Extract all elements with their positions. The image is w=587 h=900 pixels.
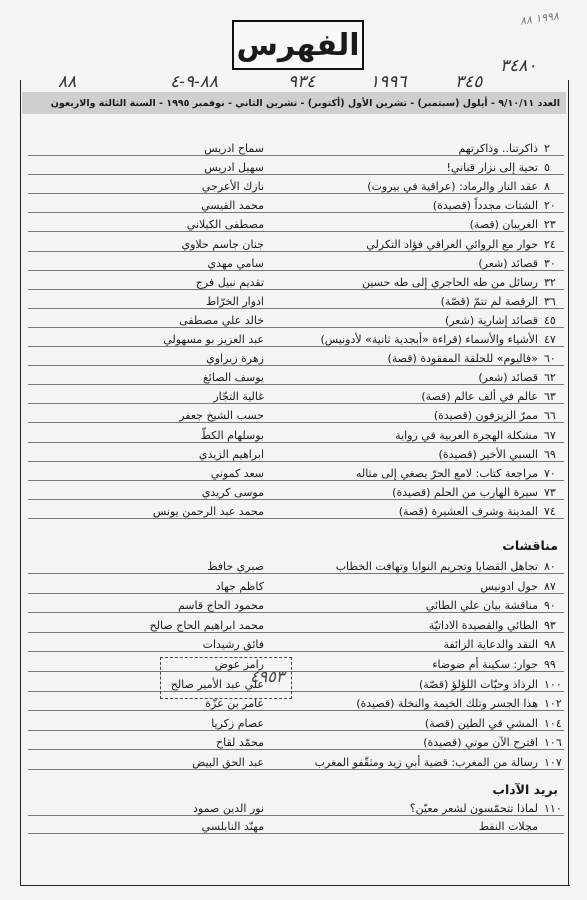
entry-title: الأشياء والأسماء (قراءة «أبجدية ثانية» لأدونيس) <box>320 333 538 346</box>
entry-author: جنان جاسم حلاوي <box>181 237 264 251</box>
toc-entry <box>28 820 564 837</box>
toc-entry <box>28 697 564 714</box>
entry-title: حوار: سكينة أم ضوضاء <box>432 658 538 671</box>
toc-entry <box>28 276 564 293</box>
entry-article <box>362 276 564 289</box>
entry-author: خالد علي مصطفى <box>179 313 264 327</box>
entry-rule <box>28 270 564 271</box>
entry-page-number: ٨٧ <box>544 579 556 593</box>
toc-entry <box>28 599 564 616</box>
handwritten-note: ٣٤٨٠ <box>500 56 537 76</box>
entry-author: عامر بن عزّة <box>205 697 264 711</box>
entry-title: مراجعة كتاب: لامع الحرّ يصغي إلى مثاله <box>355 466 538 480</box>
entry-article <box>336 560 564 573</box>
toc-entry <box>28 580 564 597</box>
entry-title: رسالة من المغرب: قضية أبي زيد ومثقّفو المغرب <box>314 756 538 769</box>
entry-rule <box>28 403 564 404</box>
entry-author: عبد الحق البيض <box>192 756 264 769</box>
toc-entry <box>28 390 564 407</box>
toc-entry <box>28 180 564 197</box>
entry-rule <box>28 710 564 711</box>
entry-page-number: ٧٤ <box>544 504 556 518</box>
entry-rule <box>28 461 564 462</box>
entry-author: كاظم جهاد <box>215 579 264 593</box>
entry-rule <box>28 422 564 423</box>
entry-rule <box>28 573 564 574</box>
toc-entry <box>28 409 564 426</box>
entry-rule <box>28 365 564 366</box>
entry-title: السبي الأخير (قصيدة) <box>438 447 538 461</box>
entry-title: اقترح الآن موتي (قصيدة) <box>423 736 538 750</box>
toc-entry <box>28 658 564 675</box>
entry-article <box>439 448 564 461</box>
entry-article <box>429 619 564 632</box>
entry-article <box>421 390 564 403</box>
entry-rule <box>28 480 564 481</box>
entry-article <box>479 820 564 833</box>
entry-author: يوسف الصائغ <box>202 371 264 385</box>
entry-author: فائق رشيدات <box>202 638 264 652</box>
entry-author: ادوار الخرّاط <box>206 294 264 308</box>
mail-heading: بريد الآداب <box>492 782 558 797</box>
entry-author: بوسلهام الكطّ <box>200 428 264 442</box>
entry-rule <box>28 327 564 328</box>
entry-rule <box>28 308 564 309</box>
toc-entry <box>28 257 564 274</box>
entry-title: الطائي والقصيدة الاداتيّة <box>428 618 538 632</box>
entry-title: ممرّ الزيزفون (قصيدة) <box>433 409 538 423</box>
entry-rule <box>28 518 564 519</box>
entry-author: سماح ادريس <box>204 142 264 155</box>
frame-right-border <box>568 80 569 885</box>
entry-title: عالم في ألف عالم (قصة) <box>421 390 538 404</box>
toc-entry <box>28 678 564 695</box>
entry-title: المشي في الطين (قصة) <box>424 716 538 730</box>
entry-title: تجاهل القضايا وتجريم النوايا وتهافت الخطاب <box>335 560 538 573</box>
entry-title: قصائد إشارية (شعر) <box>444 313 538 327</box>
handwritten-note: ٩٣٤ <box>288 72 316 92</box>
entry-title: الرقصة لم تتمّ (قصّة) <box>440 294 538 308</box>
page-title: الفهرس <box>232 20 364 70</box>
entry-rule <box>28 384 564 385</box>
entry-page-number: ١٠٢ <box>544 697 562 711</box>
entry-author: علي عبد الأمير صالح <box>170 677 264 691</box>
entry-page-number: ٣٢ <box>544 275 556 289</box>
toc-entry <box>28 333 564 350</box>
frame-left-border <box>20 80 21 885</box>
entry-author: سامي مهدي <box>207 256 264 270</box>
entry-page-number: ١٠٠ <box>544 677 562 691</box>
entry-author: محمود الحاج قاسم <box>177 599 264 613</box>
frame-bottom-border <box>20 885 570 886</box>
entry-page-number: ٢ <box>544 142 550 155</box>
entry-page-number: ١٠٦ <box>544 736 562 750</box>
entry-title: سيرة الهارب من الحلم (قصيدة) <box>392 485 538 499</box>
entry-page-number: ٦٢ <box>544 371 556 385</box>
entry-author: زهرة زيراوي <box>206 352 264 366</box>
entry-page-number: ٨ <box>544 180 550 194</box>
toc-entry <box>28 199 564 216</box>
entry-page-number: ٨٠ <box>544 560 556 573</box>
entry-rule <box>28 193 564 194</box>
entry-title: هذا الجسر وتلك الخيمة والنخلة (قصيدة) <box>356 697 538 711</box>
stamp-scribble: ٤٩٥٣ <box>250 667 285 686</box>
entry-article <box>446 161 564 174</box>
entry-article <box>423 736 564 749</box>
entry-page-number: ٦٧ <box>544 428 556 442</box>
entry-page-number: ٩٩ <box>544 658 556 671</box>
discussions-heading: مناقشات <box>502 538 558 553</box>
entry-article <box>388 352 564 365</box>
entry-author: ابراهيم الزيدي <box>198 447 264 461</box>
toc-entry <box>28 295 564 312</box>
entry-article <box>320 333 564 346</box>
entry-article <box>434 409 564 422</box>
entry-page-number: ١٠٤ <box>544 716 562 730</box>
toc-entry <box>28 218 564 235</box>
entry-article <box>410 802 564 815</box>
entry-author: نازك الأعرجي <box>201 180 264 194</box>
entry-article <box>356 697 564 710</box>
entry-page-number: ٢٠ <box>544 199 556 213</box>
entry-article <box>356 467 564 480</box>
entry-rule <box>28 231 564 232</box>
entry-page-number: ٤٥ <box>544 313 556 327</box>
entry-title: «فاليوم» للحلقة المفقودة (قصة) <box>387 352 538 366</box>
entry-title: المدينة وشرف العشيرة (قصة) <box>398 504 538 518</box>
entry-rule <box>28 749 564 750</box>
entry-article <box>458 142 564 155</box>
entry-author: عصام زكريا <box>211 716 264 730</box>
entry-article <box>366 238 564 251</box>
entry-rule <box>28 212 564 213</box>
entry-rule <box>28 499 564 500</box>
entry-author: سهيل ادريس <box>204 161 264 175</box>
entry-article <box>478 257 564 270</box>
entry-title: الغريبان (قصة) <box>469 218 538 232</box>
entry-article <box>433 199 564 212</box>
entry-article <box>426 599 564 612</box>
entry-article <box>480 580 564 593</box>
entry-page-number: ٦٩ <box>544 447 556 461</box>
entry-page-number: ٩٨ <box>544 638 556 652</box>
entry-author: محمّد لقاح <box>216 736 264 750</box>
entry-article <box>445 314 564 327</box>
entry-title: الرذاذ وحبّات اللؤلؤ (قصّة) <box>418 677 538 691</box>
toc-entry <box>28 560 564 577</box>
entry-author: سعد كموني <box>210 466 264 480</box>
entry-rule <box>28 691 564 692</box>
entry-author: موسى كريدي <box>201 485 264 499</box>
handwritten-note: ١٩٩٦ <box>370 72 407 92</box>
entry-rule <box>28 769 564 770</box>
handwritten-note: ٨٨ <box>58 72 77 92</box>
entry-rule <box>28 251 564 252</box>
entry-author: عبد العزيز بو مسهولي <box>163 333 264 346</box>
entry-rule <box>28 833 564 834</box>
toc-entry <box>28 619 564 636</box>
toc-entry <box>28 638 564 655</box>
index-page <box>20 10 570 890</box>
entry-title: قصائد (شعر) <box>478 256 538 270</box>
toc-entry <box>28 505 564 522</box>
entry-author: محمد عبد الرحمن يونس <box>152 504 264 518</box>
toc-entry <box>28 429 564 446</box>
entry-page-number: ٤٧ <box>544 333 556 346</box>
handwritten-note: ٣٤٥ <box>455 72 483 92</box>
entry-title: مجلات النفط <box>478 820 538 833</box>
entry-rule <box>28 632 564 633</box>
toc-entry <box>28 756 564 773</box>
entry-page-number: ٩٣ <box>544 618 556 632</box>
entry-rule <box>28 346 564 347</box>
entry-article <box>478 371 564 384</box>
entry-title: الشتات مجدداً (قصيدة) <box>432 199 538 213</box>
entry-author: محمد ابراهيم الحاج صالح <box>149 618 264 632</box>
entry-rule <box>28 289 564 290</box>
entry-article <box>395 429 564 442</box>
corner-scribble: ١٩٩٨ ٨٨ <box>519 9 560 28</box>
toc-entry <box>28 352 564 369</box>
entry-author: رامز عوض <box>214 658 264 671</box>
entry-author: مصطفى الكيلاني <box>186 218 264 232</box>
entry-rule <box>28 730 564 731</box>
entry-page-number: ٦٣ <box>544 390 556 404</box>
toc-entry <box>28 736 564 753</box>
entry-page-number: ٧٠ <box>544 466 556 480</box>
entry-article <box>470 218 564 231</box>
toc-entry <box>28 448 564 465</box>
entry-article <box>392 486 564 499</box>
entry-rule <box>28 442 564 443</box>
entry-title: مناقشة بيان علي الطائي <box>425 599 538 613</box>
entry-page-number: ٦٠ <box>544 352 556 366</box>
entry-page-number: ٧٣ <box>544 485 556 499</box>
entry-page-number: ٣٠ <box>544 256 556 270</box>
entry-page-number: ٣٦ <box>544 294 556 308</box>
entry-article <box>432 658 564 671</box>
entry-article <box>419 678 564 691</box>
issue-info-band: العدد ٩/١٠/١١ - أيلول (سبتمبر) - تشرين الأول (أكتوبر) - تشرين الثاني - نوفمبر ١٩٩٥ - السنة الثالثة والاربعون <box>22 92 566 114</box>
entry-page-number: ٥ <box>544 161 550 175</box>
entry-page-number: ٢٤ <box>544 237 556 251</box>
toc-entry <box>28 142 564 159</box>
entry-title: مشكلة الهجرة العربية في رواية <box>395 428 538 442</box>
entry-article <box>444 638 564 651</box>
toc-entry <box>28 161 564 178</box>
entry-author: نور الدين صمود <box>193 802 264 815</box>
entry-rule <box>28 671 564 672</box>
entry-article <box>367 180 564 193</box>
entry-author: حسب الشيخ جعفر <box>179 409 264 423</box>
toc-entry <box>28 238 564 255</box>
entry-title: رسائل من طه الحاجري إلى طه حسين <box>361 275 538 289</box>
entry-rule <box>28 651 564 652</box>
entry-title: حول ادونيس <box>480 579 538 593</box>
entry-rule <box>28 593 564 594</box>
entry-title: عقد النار والرماد: (عراقية في بيروت) <box>367 180 538 194</box>
toc-entry <box>28 717 564 734</box>
toc-entry <box>28 314 564 331</box>
entry-page-number: ١٠٧ <box>544 756 562 769</box>
entry-page-number: ٦٦ <box>544 409 556 423</box>
entry-author: غالية التجّار <box>213 390 264 404</box>
entry-article <box>315 756 564 769</box>
entry-author: صبري حافظ <box>207 560 264 573</box>
entry-rule <box>28 815 564 816</box>
entry-page-number: ٩٠ <box>544 599 556 613</box>
entry-page-number: ٢٣ <box>544 218 556 232</box>
entry-title: قصائد (شعر) <box>478 371 538 385</box>
entry-page-number: ١١٠ <box>544 802 562 815</box>
toc-entry <box>28 371 564 388</box>
entry-title: حوار مع الروائي العراقي فؤاد التكرلي <box>366 237 538 251</box>
entry-article <box>441 295 564 308</box>
handwritten-note: ٨٨-٩-٤ <box>170 72 219 92</box>
entry-title: لماذا تتحمّسون لشعر معيّن؟ <box>409 802 538 815</box>
entry-author: محمد القيسي <box>201 199 264 213</box>
entry-title: تحية إلى نزار قباني! <box>446 161 538 175</box>
toc-entry <box>28 802 564 819</box>
entry-title: ذاكرتنا.. وذاكرتهم <box>458 142 538 155</box>
entry-rule <box>28 155 564 156</box>
entry-author: مهنّد النابلسي <box>201 820 264 833</box>
entry-title: النقد والدعاية الزائفة <box>443 638 538 652</box>
toc-entry <box>28 486 564 503</box>
entry-rule <box>28 174 564 175</box>
entry-article <box>425 717 564 730</box>
entry-article <box>399 505 564 518</box>
entry-author: تقديم نبيل فرج <box>195 275 264 289</box>
toc-entry <box>28 467 564 484</box>
entry-rule <box>28 612 564 613</box>
